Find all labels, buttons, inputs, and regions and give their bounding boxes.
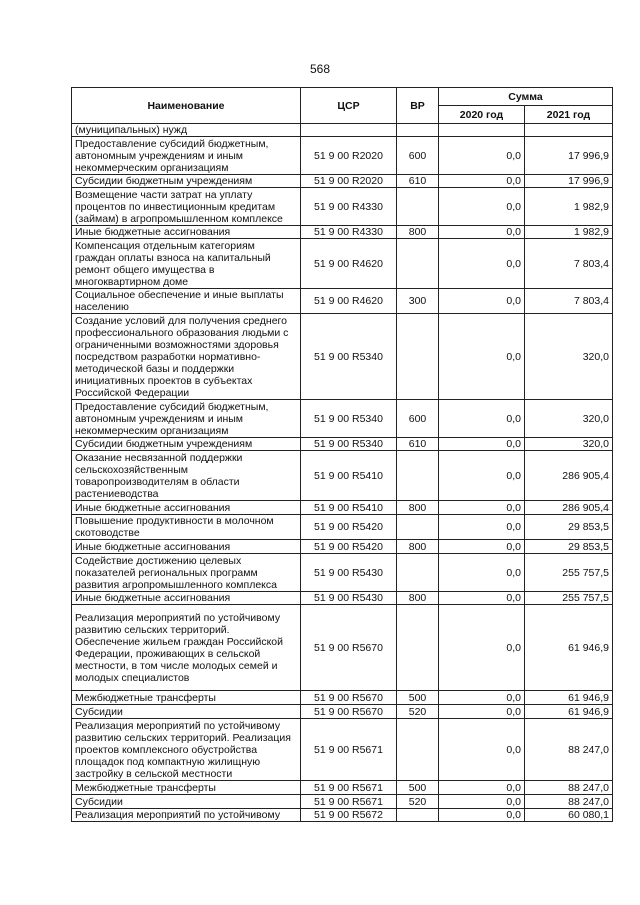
row-vr-cell: 800 bbox=[397, 501, 439, 515]
table-row bbox=[72, 226, 613, 239]
row-vr-cell: 610 bbox=[397, 438, 439, 451]
row-2020-cell: 0,0 bbox=[439, 501, 525, 515]
table-row bbox=[72, 175, 613, 188]
row-csr-cell: 51 9 00 R5430 bbox=[301, 554, 397, 592]
row-name-cell: Субсидии bbox=[72, 705, 301, 719]
row-2020-cell: 0,0 bbox=[439, 226, 525, 239]
budget-table bbox=[71, 87, 613, 822]
row-vr-cell bbox=[397, 124, 439, 137]
row-2020-cell: 0,0 bbox=[439, 239, 525, 289]
row-vr-cell: 520 bbox=[397, 795, 439, 809]
table-row bbox=[72, 451, 613, 501]
row-2020-cell: 0,0 bbox=[439, 554, 525, 592]
table-row bbox=[72, 705, 613, 719]
row-name-cell: Субсидии бюджетным учреждениям bbox=[72, 438, 301, 451]
row-vr-cell: 800 bbox=[397, 226, 439, 239]
row-csr-cell: 51 9 00 R5420 bbox=[301, 515, 397, 540]
row-name-cell: Реализация мероприятий по устойчивому bbox=[72, 809, 301, 822]
row-csr-cell: 51 9 00 R5670 bbox=[301, 691, 397, 705]
row-2020-cell: 0,0 bbox=[439, 175, 525, 188]
table-body bbox=[72, 124, 613, 822]
row-vr-cell bbox=[397, 451, 439, 501]
row-name-cell: Субсидии бюджетным учреждениям bbox=[72, 175, 301, 188]
row-2021-cell: 88 247,0 bbox=[525, 781, 613, 795]
table-row bbox=[72, 137, 613, 175]
row-vr-cell: 500 bbox=[397, 781, 439, 795]
table-row bbox=[72, 314, 613, 400]
row-csr-cell: 51 9 00 R2020 bbox=[301, 175, 397, 188]
row-name-cell: (муниципальных) нужд bbox=[72, 124, 301, 137]
row-name-cell: Создание условий для получения среднего профессионального образования людьми с ограниченными возможностями здоровья посредством разработки нормативно-методической базы и поддержки инициативных проектов в субъектах Российской Федерации bbox=[72, 314, 301, 400]
row-csr-cell: 51 9 00 R5420 bbox=[301, 540, 397, 554]
row-name-cell: Предоставление субсидий бюджетным, автономным учреждениям и иным некоммерческим организациям bbox=[72, 137, 301, 175]
row-vr-cell: 610 bbox=[397, 175, 439, 188]
row-2020-cell bbox=[439, 124, 525, 137]
row-vr-cell: 800 bbox=[397, 540, 439, 554]
row-vr-cell bbox=[397, 554, 439, 592]
row-2020-cell: 0,0 bbox=[439, 809, 525, 822]
row-vr-cell bbox=[397, 809, 439, 822]
row-2020-cell: 0,0 bbox=[439, 691, 525, 705]
row-name-cell: Реализация мероприятий по устойчивому развитию сельских территорий. Реализация проектов комплексного обустройства площадок под компактную жилищную застройку в сельской местности bbox=[72, 719, 301, 781]
row-csr-cell: 51 9 00 R5671 bbox=[301, 719, 397, 781]
row-name-cell: Межбюджетные трансферты bbox=[72, 781, 301, 795]
row-name-cell: Иные бюджетные ассигнования bbox=[72, 540, 301, 554]
header-vr: ВР bbox=[397, 88, 439, 124]
row-2020-cell: 0,0 bbox=[439, 137, 525, 175]
table-row bbox=[72, 592, 613, 605]
row-csr-cell: 51 9 00 R5340 bbox=[301, 438, 397, 451]
table-row bbox=[72, 809, 613, 822]
table-row bbox=[72, 540, 613, 554]
row-vr-cell bbox=[397, 719, 439, 781]
row-2021-cell bbox=[525, 124, 613, 137]
row-2021-cell: 255 757,5 bbox=[525, 554, 613, 592]
table-row bbox=[72, 400, 613, 438]
row-2021-cell: 286 905,4 bbox=[525, 451, 613, 501]
row-vr-cell: 520 bbox=[397, 705, 439, 719]
row-2021-cell: 88 247,0 bbox=[525, 795, 613, 809]
row-2021-cell: 255 757,5 bbox=[525, 592, 613, 605]
row-2020-cell: 0,0 bbox=[439, 795, 525, 809]
header-year-2021: 2021 год bbox=[525, 106, 613, 124]
table-row bbox=[72, 438, 613, 451]
table-row bbox=[72, 719, 613, 781]
row-name-cell: Иные бюджетные ассигнования bbox=[72, 592, 301, 605]
row-name-cell: Субсидии bbox=[72, 795, 301, 809]
table-row bbox=[72, 124, 613, 137]
row-csr-cell: 51 9 00 R5670 bbox=[301, 705, 397, 719]
row-2020-cell: 0,0 bbox=[439, 592, 525, 605]
row-vr-cell: 800 bbox=[397, 592, 439, 605]
row-vr-cell: 500 bbox=[397, 691, 439, 705]
row-csr-cell: 51 9 00 R4620 bbox=[301, 239, 397, 289]
table-row bbox=[72, 501, 613, 515]
row-csr-cell: 51 9 00 R5672 bbox=[301, 809, 397, 822]
row-csr-cell: 51 9 00 R4330 bbox=[301, 226, 397, 239]
row-2021-cell: 29 853,5 bbox=[525, 540, 613, 554]
header-sum: Сумма bbox=[439, 88, 613, 106]
row-2020-cell: 0,0 bbox=[439, 188, 525, 226]
table-row bbox=[72, 239, 613, 289]
table-row bbox=[72, 691, 613, 705]
row-name-cell: Реализация мероприятий по устойчивому развитию сельских территорий. Обеспечение жильем граждан Российской Федерации, проживающих в сельской местности, в том числе молодых семей и молодых специалистов bbox=[72, 605, 301, 691]
table-row bbox=[72, 781, 613, 795]
row-2020-cell: 0,0 bbox=[439, 289, 525, 314]
table-row bbox=[72, 188, 613, 226]
row-name-cell: Возмещение части затрат на уплату процентов по инвестиционным кредитам (займам) в агропромышленном комплексе bbox=[72, 188, 301, 226]
row-csr-cell: 51 9 00 R5430 bbox=[301, 592, 397, 605]
row-vr-cell: 600 bbox=[397, 400, 439, 438]
row-name-cell: Иные бюджетные ассигнования bbox=[72, 226, 301, 239]
row-csr-cell: 51 9 00 R5340 bbox=[301, 400, 397, 438]
row-name-cell: Оказание несвязанной поддержки сельскохозяйственным товаропроизводителям в области растениеводства bbox=[72, 451, 301, 501]
row-2021-cell: 61 946,9 bbox=[525, 605, 613, 691]
row-vr-cell: 300 bbox=[397, 289, 439, 314]
row-csr-cell: 51 9 00 R5410 bbox=[301, 451, 397, 501]
row-2021-cell: 7 803,4 bbox=[525, 239, 613, 289]
row-2020-cell: 0,0 bbox=[439, 781, 525, 795]
row-2021-cell: 61 946,9 bbox=[525, 691, 613, 705]
header-year-2020: 2020 год bbox=[439, 106, 525, 124]
row-vr-cell bbox=[397, 605, 439, 691]
row-2020-cell: 0,0 bbox=[439, 438, 525, 451]
row-2020-cell: 0,0 bbox=[439, 605, 525, 691]
row-2020-cell: 0,0 bbox=[439, 400, 525, 438]
row-name-cell: Компенсация отдельным категориям граждан оплаты взноса на капитальный ремонт общего имущества в многоквартирном доме bbox=[72, 239, 301, 289]
row-csr-cell: 51 9 00 R2020 bbox=[301, 137, 397, 175]
row-csr-cell: 51 9 00 R4330 bbox=[301, 188, 397, 226]
table-row bbox=[72, 515, 613, 540]
row-vr-cell bbox=[397, 188, 439, 226]
row-2021-cell: 88 247,0 bbox=[525, 719, 613, 781]
row-2021-cell: 17 996,9 bbox=[525, 137, 613, 175]
row-csr-cell: 51 9 00 R5410 bbox=[301, 501, 397, 515]
row-2020-cell: 0,0 bbox=[439, 314, 525, 400]
row-vr-cell: 600 bbox=[397, 137, 439, 175]
table-row bbox=[72, 289, 613, 314]
row-2020-cell: 0,0 bbox=[439, 540, 525, 554]
row-name-cell: Иные бюджетные ассигнования bbox=[72, 501, 301, 515]
row-name-cell: Повышение продуктивности в молочном скотоводстве bbox=[72, 515, 301, 540]
row-vr-cell bbox=[397, 314, 439, 400]
row-csr-cell: 51 9 00 R5671 bbox=[301, 795, 397, 809]
table-row bbox=[72, 795, 613, 809]
row-name-cell: Предоставление субсидий бюджетным, автономным учреждениям и иным некоммерческим организациям bbox=[72, 400, 301, 438]
row-csr-cell: 51 9 00 R5670 bbox=[301, 605, 397, 691]
row-csr-cell bbox=[301, 124, 397, 137]
row-2021-cell: 29 853,5 bbox=[525, 515, 613, 540]
row-2021-cell: 320,0 bbox=[525, 400, 613, 438]
row-name-cell: Содействие достижению целевых показателей региональных программ развития агропромышленного комплекса bbox=[72, 554, 301, 592]
row-2021-cell: 1 982,9 bbox=[525, 188, 613, 226]
row-2020-cell: 0,0 bbox=[439, 719, 525, 781]
row-2021-cell: 60 080,1 bbox=[525, 809, 613, 822]
row-2021-cell: 61 946,9 bbox=[525, 705, 613, 719]
row-2020-cell: 0,0 bbox=[439, 705, 525, 719]
table-row bbox=[72, 554, 613, 592]
header-csr: ЦСР bbox=[301, 88, 397, 124]
row-2021-cell: 320,0 bbox=[525, 314, 613, 400]
row-2021-cell: 320,0 bbox=[525, 438, 613, 451]
row-2020-cell: 0,0 bbox=[439, 515, 525, 540]
row-vr-cell bbox=[397, 515, 439, 540]
row-name-cell: Социальное обеспечение и иные выплаты населению bbox=[72, 289, 301, 314]
row-csr-cell: 51 9 00 R5671 bbox=[301, 781, 397, 795]
row-csr-cell: 51 9 00 R5340 bbox=[301, 314, 397, 400]
row-2021-cell: 17 996,9 bbox=[525, 175, 613, 188]
row-2021-cell: 286 905,4 bbox=[525, 501, 613, 515]
row-name-cell: Межбюджетные трансферты bbox=[72, 691, 301, 705]
table-row bbox=[72, 605, 613, 691]
row-2020-cell: 0,0 bbox=[439, 451, 525, 501]
row-vr-cell bbox=[397, 239, 439, 289]
row-csr-cell: 51 9 00 R4620 bbox=[301, 289, 397, 314]
header-name: Наименование bbox=[72, 88, 301, 124]
row-2021-cell: 7 803,4 bbox=[525, 289, 613, 314]
row-2021-cell: 1 982,9 bbox=[525, 226, 613, 239]
page-number: 568 bbox=[309, 62, 331, 76]
